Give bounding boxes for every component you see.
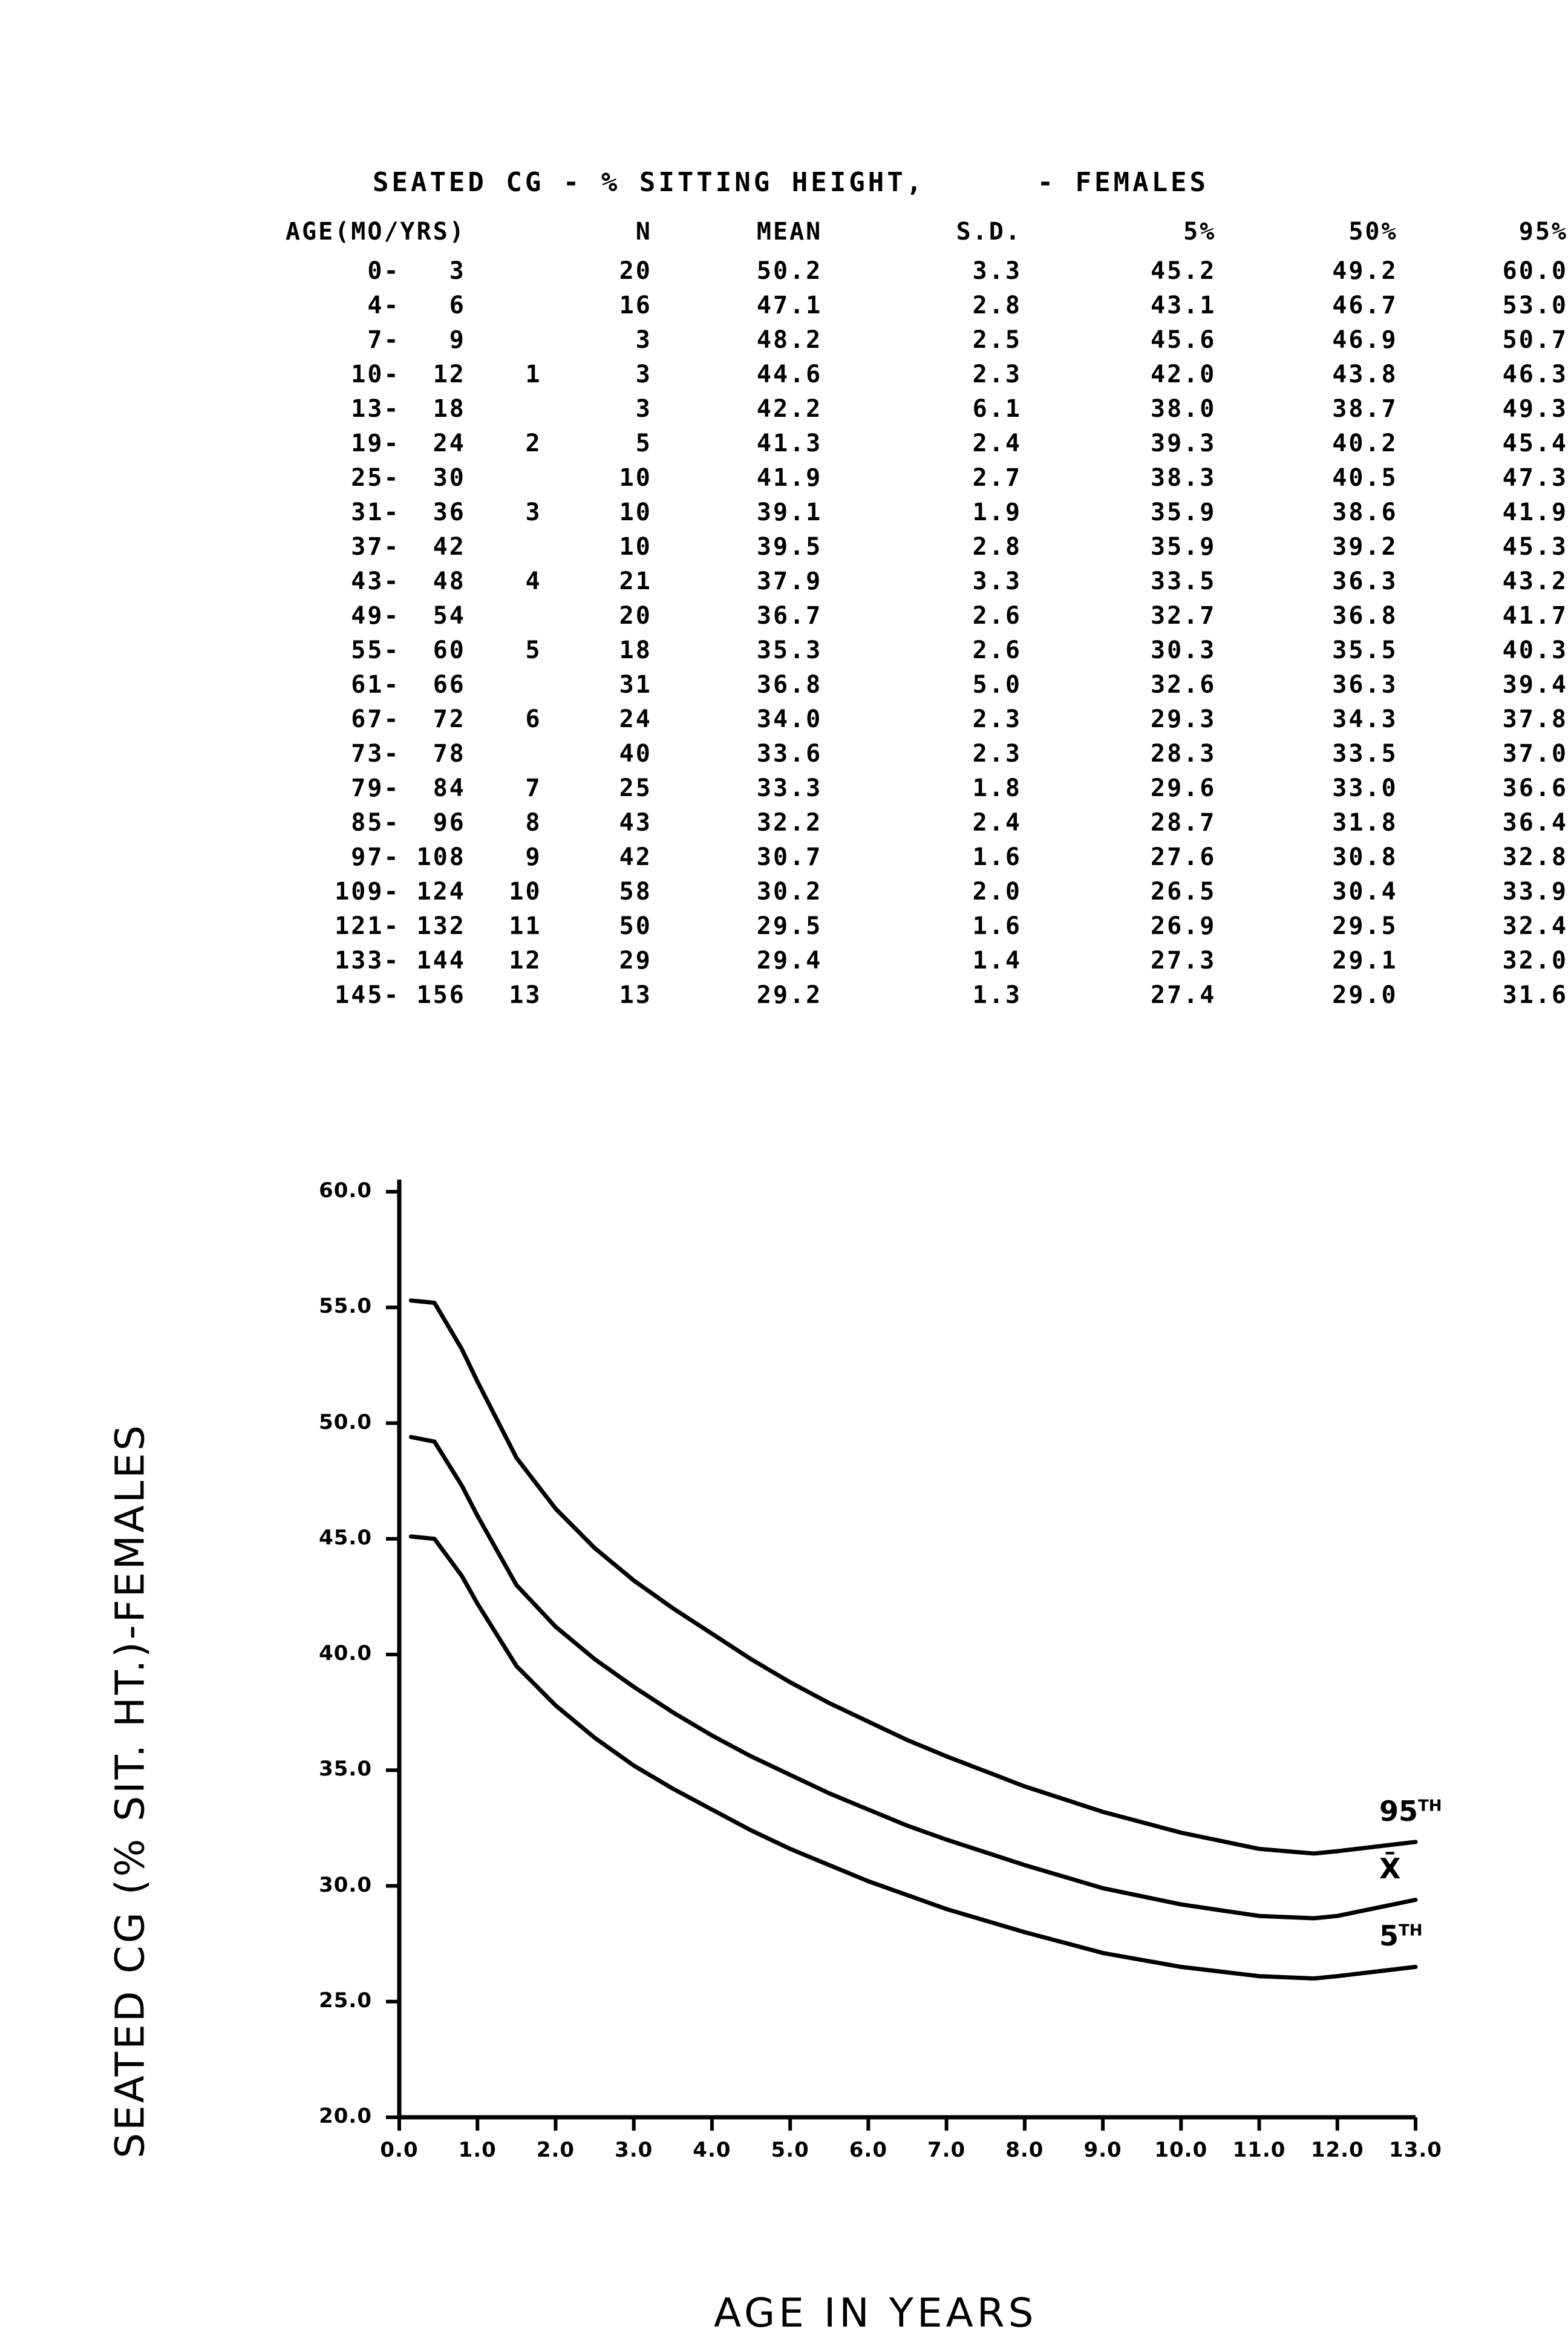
cell-n: 43 [619,809,652,837]
cell-sd: 1.3 [972,981,1022,1009]
cell-sd: 2.8 [972,292,1022,319]
cell-p50: 33.0 [1332,774,1398,802]
table-row [284,599,1568,633]
cell-year: 3 [525,498,542,526]
y-tick-label: 35.0 [319,1757,372,1782]
cell-year [466,530,542,564]
cell-age: 55- 60 [335,636,466,664]
statistics-table-section [0,0,1568,1125]
cell-p95: 49.3 [1502,395,1568,423]
cell-age: 133- 144 [335,947,466,975]
table-title-right: - FEMALES [1037,167,1209,198]
cell-p5: 27.4 [1150,981,1217,1009]
cell-p5: 30.3 [1150,636,1217,664]
cell-p5: 32.6 [1150,671,1217,699]
cell-p95: 46.3 [1502,361,1568,388]
cell-year: 1 [525,361,542,388]
cell-mean: 29.2 [756,981,823,1009]
cell-p5: 29.3 [1150,705,1217,733]
cell-age: 97- 108 [335,843,466,871]
cell-sd: 3.3 [972,257,1022,285]
cell-mean: 36.8 [756,671,823,699]
cell-age: 25- 30 [335,464,466,492]
cell-p5: 27.6 [1150,843,1217,871]
cell-mean: 33.6 [756,740,823,768]
x-tick-label: 12.0 [1310,2138,1364,2162]
cell-year [466,392,542,426]
y-tick-label: 25.0 [319,1988,372,2013]
cell-p5: 27.3 [1150,947,1217,975]
cell-sd: 1.6 [972,912,1022,940]
cell-year [466,599,542,633]
col-header-p50: 50% [1348,218,1398,246]
cell-p95: 36.6 [1502,774,1568,802]
table-row [284,702,1568,737]
cell-age: 0- 3 [335,257,466,285]
cell-p5: 29.6 [1150,774,1217,802]
x-tick-label: 4.0 [693,2138,731,2162]
cell-p5: 35.9 [1150,533,1217,561]
chart-section [0,1107,1568,2352]
cell-mean: 39.5 [756,533,823,561]
cell-sd: 2.3 [972,705,1022,733]
x-tick-label: 8.0 [1005,2138,1044,2162]
cell-p95: 53.0 [1502,292,1568,319]
cell-age: 49- 54 [335,602,466,630]
cell-sd: 5.0 [972,671,1022,699]
cell-year [466,737,542,771]
cell-sd: 2.8 [972,533,1022,561]
cell-mean: 35.3 [756,636,823,664]
cell-p5: 42.0 [1150,361,1217,388]
cell-p5: 35.9 [1150,498,1217,526]
cell-n: 40 [619,740,652,768]
cell-age: 10- 12 [335,361,466,388]
cell-p95: 60.0 [1502,257,1568,285]
cell-p95: 37.8 [1502,705,1568,733]
cell-sd: 2.7 [972,464,1022,492]
table-row [284,461,1568,495]
cell-mean: 37.9 [756,567,823,595]
cell-p5: 32.7 [1150,602,1217,630]
table-row [284,771,1568,806]
cell-age: 4- 6 [335,292,466,319]
cell-sd: 2.6 [972,602,1022,630]
cell-age: 43- 48 [335,567,466,595]
data-table [284,215,1568,1013]
cell-n: 10 [619,464,652,492]
curve-label-suffix: TH [1418,1797,1442,1815]
cell-n: 13 [619,981,652,1009]
x-tick-label: 11.0 [1232,2138,1286,2162]
table-row [284,668,1568,702]
x-axis-title: AGE IN YEARS [714,2290,1037,2336]
cell-age: 19- 24 [335,430,466,457]
y-axis-title: SEATED CG (% SIT. HT.)-FEMALES [106,1423,154,2158]
cell-p50: 36.3 [1332,567,1398,595]
cell-p95: 32.8 [1502,843,1568,871]
x-tick-label: 1.0 [458,2138,497,2162]
table-row [284,978,1568,1013]
cell-mean: 44.6 [756,361,823,388]
table-row [284,289,1568,323]
table-row [284,875,1568,909]
col-header-sd: S.D. [956,218,1022,246]
cell-n: 10 [619,533,652,561]
cell-n: 10 [619,498,652,526]
cell-p95: 37.0 [1502,740,1568,768]
table-row [284,564,1568,599]
cell-sd: 2.0 [972,878,1022,906]
col-header-p95: 95% [1518,218,1568,246]
cell-p95: 41.7 [1502,602,1568,630]
cell-year: 13 [509,981,542,1009]
plot-area [319,1174,1442,2202]
table-row [284,254,1568,289]
cell-n: 58 [619,878,652,906]
y-tick-label: 60.0 [319,1178,372,1203]
cell-n: 25 [619,774,652,802]
col-header-n: N [635,218,652,246]
cell-p50: 49.2 [1332,257,1398,285]
cell-mean: 41.3 [756,430,823,457]
y-tick-label: 50.0 [319,1410,372,1434]
cell-p95: 47.3 [1502,464,1568,492]
col-header-p5: 5% [1183,218,1217,246]
cell-year: 7 [525,774,542,802]
cell-p50: 33.5 [1332,740,1398,768]
cell-sd: 3.3 [972,567,1022,595]
cell-n: 31 [619,671,652,699]
cell-year [466,254,542,289]
cell-year: 12 [509,947,542,975]
cell-p95: 45.4 [1502,430,1568,457]
cell-mean: 50.2 [756,257,823,285]
cell-mean: 48.2 [756,326,823,354]
table-row [284,806,1568,840]
cell-p50: 29.1 [1332,947,1398,975]
curve-label-text: 5 [1379,1919,1399,1953]
y-tick-label: 40.0 [319,1641,372,1665]
x-tick-label: 2.0 [536,2138,575,2162]
curve-label-95th [1379,1795,1442,1828]
cell-p95: 41.9 [1502,498,1568,526]
cell-age: 79- 84 [335,774,466,802]
cell-mean: 47.1 [756,292,823,319]
cell-p5: 28.7 [1150,809,1217,837]
cell-p50: 34.3 [1332,705,1398,733]
cell-year [466,323,542,358]
table-row [284,358,1568,392]
col-header-year [466,215,542,254]
cell-mean: 34.0 [756,705,823,733]
cell-p95: 45.3 [1502,533,1568,561]
cell-p5: 45.2 [1150,257,1217,285]
cell-n: 20 [619,602,652,630]
cell-sd: 2.4 [972,430,1022,457]
cell-p50: 38.6 [1332,498,1398,526]
col-header-mean: MEAN [756,218,823,246]
cell-age: 73- 78 [335,740,466,768]
cell-mean: 39.1 [756,498,823,526]
cell-p50: 29.0 [1332,981,1398,1009]
cell-sd: 2.5 [972,326,1022,354]
cell-year [466,461,542,495]
cell-p50: 46.7 [1332,292,1398,319]
cell-p5: 28.3 [1150,740,1217,768]
cell-n: 3 [635,395,652,423]
cell-p50: 36.3 [1332,671,1398,699]
cell-age: 85- 96 [335,809,466,837]
cell-mean: 33.3 [756,774,823,802]
cell-n: 29 [619,947,652,975]
cell-p95: 43.2 [1502,567,1568,595]
y-tick-label: 30.0 [319,1872,372,1897]
cell-p5: 38.0 [1150,395,1217,423]
cell-mean: 30.2 [756,878,823,906]
cell-p95: 39.4 [1502,671,1568,699]
cell-mean: 42.2 [756,395,823,423]
cell-age: 145- 156 [335,981,466,1009]
table-row [284,530,1568,564]
curve-95th [411,1301,1419,1854]
cell-p50: 31.8 [1332,809,1398,837]
cell-p95: 36.4 [1502,809,1568,837]
table-body [284,254,1568,1013]
cell-sd: 6.1 [972,395,1022,423]
table-row [284,495,1568,530]
curve-label-mean [1379,1852,1400,1885]
cell-year: 2 [525,430,542,457]
x-tick-label: 9.0 [1083,2138,1122,2162]
cell-p50: 29.5 [1332,912,1398,940]
cell-year: 4 [525,567,542,595]
table-row [284,840,1568,875]
curve-label-text: X̄ [1379,1852,1401,1886]
cell-p5: 26.9 [1150,912,1217,940]
cell-p5: 45.6 [1150,326,1217,354]
cell-age: 109- 124 [335,878,466,906]
data-table-wrapper [284,215,1568,1013]
curve-label-text: 95 [1379,1794,1419,1828]
cell-n: 5 [635,430,652,457]
cell-sd: 1.8 [972,774,1022,802]
cell-age: 13- 18 [335,395,466,423]
x-tick-label: 6.0 [849,2138,887,2162]
cell-n: 20 [619,257,652,285]
cell-mean: 41.9 [756,464,823,492]
cell-p95: 40.3 [1502,636,1568,664]
table-row [284,392,1568,426]
cell-mean: 36.7 [756,602,823,630]
cell-sd: 1.6 [972,843,1022,871]
cell-p50: 40.2 [1332,430,1398,457]
cell-p5: 39.3 [1150,430,1217,457]
cell-p95: 33.9 [1502,878,1568,906]
cell-n: 50 [619,912,652,940]
curve-mean [411,1437,1419,1919]
cell-year [466,289,542,323]
y-tick-label: 20.0 [319,2104,372,2128]
table-row [284,909,1568,944]
cell-year [466,668,542,702]
cell-n: 3 [635,326,652,354]
x-tick-label: 5.0 [771,2138,809,2162]
cell-p50: 46.9 [1332,326,1398,354]
axes [386,1180,1419,2131]
cell-p50: 30.8 [1332,843,1398,871]
cell-sd: 2.3 [972,361,1022,388]
cell-age: 61- 66 [335,671,466,699]
cell-p95: 31.6 [1502,981,1568,1009]
cell-age: 121- 132 [335,912,466,940]
cell-sd: 1.4 [972,947,1022,975]
x-tick-label: 7.0 [927,2138,966,2162]
curve-label-5th [1379,1919,1423,1952]
x-tick-label: 0.0 [380,2138,419,2162]
cell-n: 3 [635,361,652,388]
cell-mean: 29.4 [756,947,823,975]
curve-5th [411,1537,1419,1979]
table-row [284,426,1568,461]
cell-n: 16 [619,292,652,319]
y-tick-label: 55.0 [319,1294,372,1319]
table-title-left: SEATED CG - % SITTING HEIGHT, [372,167,926,198]
cell-p50: 40.5 [1332,464,1398,492]
cell-p50: 39.2 [1332,533,1398,561]
cell-year: 6 [525,705,542,733]
curve-label-suffix: TH [1399,1922,1423,1941]
x-tick-label: 13.0 [1389,2138,1442,2162]
cell-year: 10 [509,878,542,906]
cell-p5: 26.5 [1150,878,1217,906]
cell-age: 31- 36 [335,498,466,526]
plot-svg [363,1174,1428,2202]
cell-p50: 43.8 [1332,361,1398,388]
cell-sd: 2.3 [972,740,1022,768]
cell-p5: 38.3 [1150,464,1217,492]
col-header-age: AGE(MO/YRS) [285,218,466,246]
cell-p50: 35.5 [1332,636,1398,664]
cell-p95: 32.4 [1502,912,1568,940]
cell-n: 18 [619,636,652,664]
cell-mean: 32.2 [756,809,823,837]
cell-mean: 29.5 [756,912,823,940]
cell-sd: 1.9 [972,498,1022,526]
data-curves [411,1301,1419,1979]
cell-mean: 30.7 [756,843,823,871]
cell-year: 9 [525,843,542,871]
table-row [284,737,1568,771]
x-tick-label: 10.0 [1154,2138,1208,2162]
x-tick-label: 3.0 [615,2138,653,2162]
cell-sd: 2.6 [972,636,1022,664]
table-row [284,633,1568,668]
cell-p50: 38.7 [1332,395,1398,423]
table-head [284,215,1568,254]
cell-age: 7- 9 [335,326,466,354]
cell-p5: 33.5 [1150,567,1217,595]
cell-n: 21 [619,567,652,595]
cell-sd: 2.4 [972,809,1022,837]
cell-n: 24 [619,705,652,733]
cell-p95: 32.0 [1502,947,1568,975]
table-row [284,323,1568,358]
table-row [284,944,1568,978]
cell-year: 11 [509,912,542,940]
cell-p50: 36.8 [1332,602,1398,630]
cell-age: 37- 42 [335,533,466,561]
cell-p5: 43.1 [1150,292,1217,319]
y-tick-label: 45.0 [319,1525,372,1550]
cell-n: 42 [619,843,652,871]
cell-year: 8 [525,809,542,837]
cell-year: 5 [525,636,542,664]
cell-p50: 30.4 [1332,878,1398,906]
cell-p95: 50.7 [1502,326,1568,354]
cell-age: 67- 72 [335,705,466,733]
table-header-row [284,215,1568,254]
